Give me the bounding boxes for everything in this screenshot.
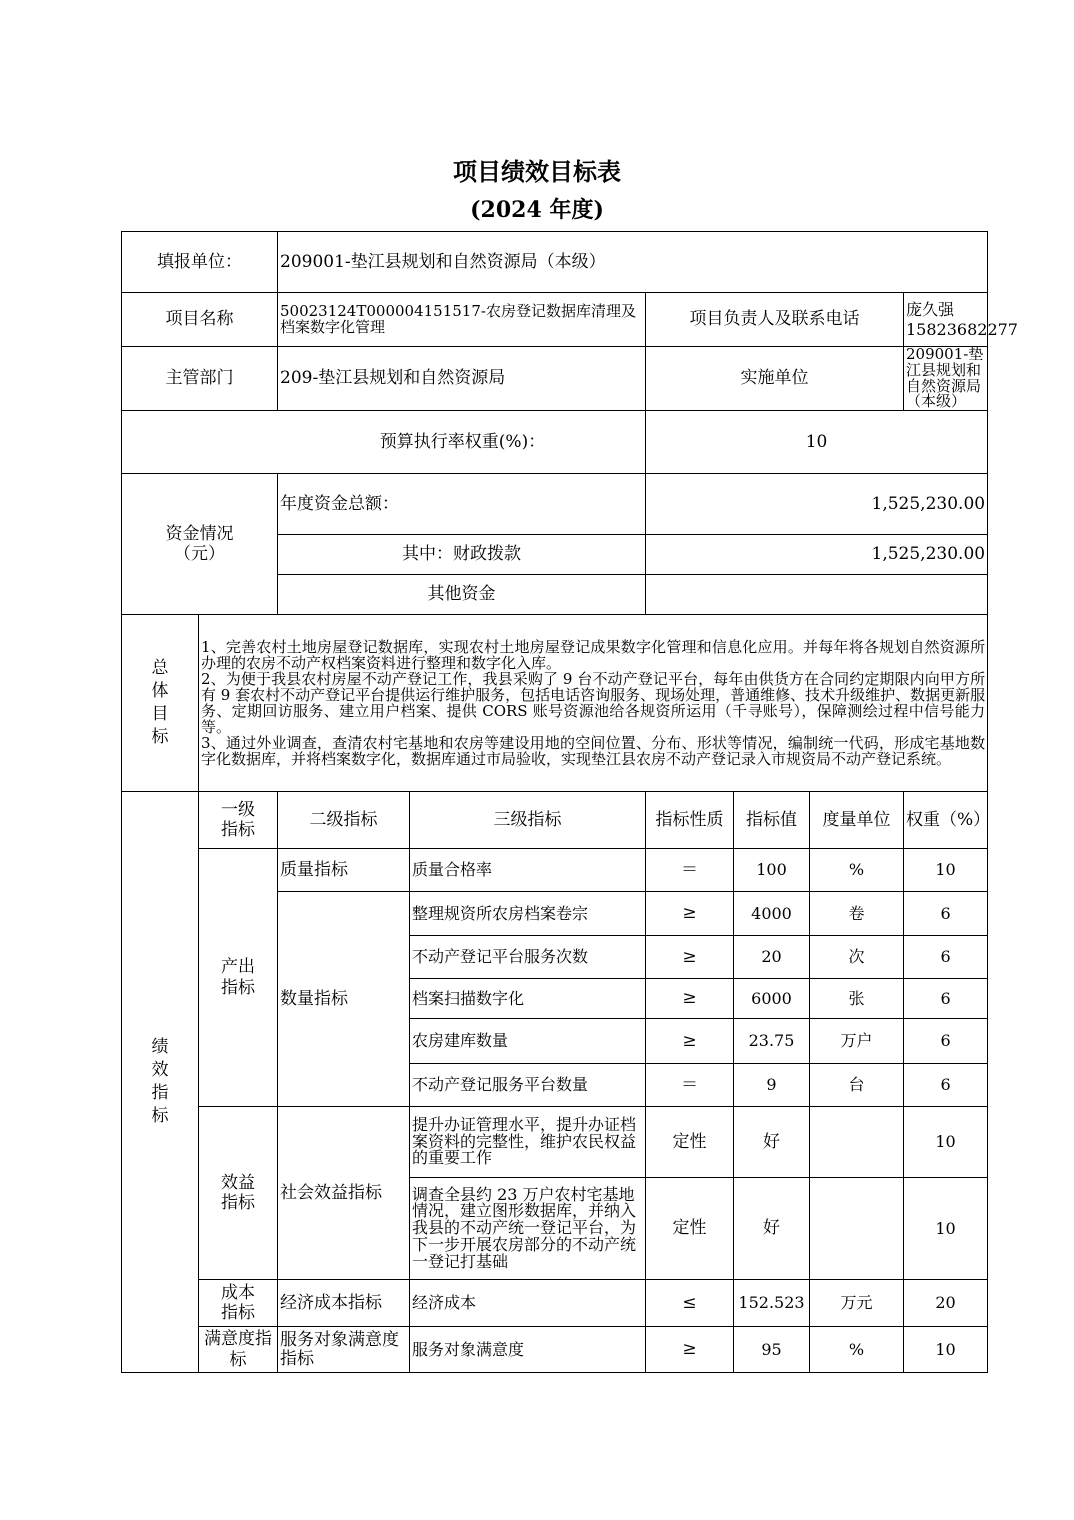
row-l3: 整理规资所农房档案卷宗: [410, 892, 646, 936]
level2-social: 社会效益指标: [278, 1107, 410, 1280]
level2-service-sat: 服务对象满意度指标: [278, 1327, 410, 1373]
row-nature: ≤: [646, 1280, 734, 1327]
row-weight: 20: [904, 1280, 988, 1327]
row-nature: ≥: [646, 979, 734, 1019]
fiscal-value: 1,525,230.00: [646, 535, 988, 575]
row-unit: 次: [810, 936, 904, 979]
other-funds-value: [646, 575, 988, 615]
row-unit: %: [810, 849, 904, 892]
row-value: 9: [734, 1064, 810, 1107]
row-weight: 10: [904, 849, 988, 892]
budget-rate-label: 预算执行率权重(%)：: [122, 411, 646, 474]
row-unit: [810, 1178, 904, 1280]
row-unit: 张: [810, 979, 904, 1019]
header-nature: 指标性质: [646, 792, 734, 849]
row-l3: 调查全县约 23 万户农村宅基地情况，建立图形数据库，并纳入我县的不动产统一登记平台，为下一步开展农房部分的不动产统一登记打基础: [410, 1178, 646, 1280]
row-value: 20: [734, 936, 810, 979]
row-value: 6000: [734, 979, 810, 1019]
row-nature: ＝: [646, 1064, 734, 1107]
annual-total-label: 年度资金总额：: [278, 474, 646, 535]
goal-item: 2、为便于我县农村房屋不动产登记工作，我县采购了 9 台不动产登记平台，每年由供货方在合同约定期限内向甲方所有 9 套农村不动产登记平台提供运行维护服务，包括电话咨询服务、现场处理，普通维修、技术升级维护、数据更新服务、定期回访服务、建立用户档案、提供 CORS 账号资源池给各规资所运用（千寻账号），保障测绘过程中信号能力等。: [201, 669, 986, 737]
impl-label: 实施单位: [646, 347, 904, 411]
row-weight: 6: [904, 892, 988, 936]
impl-value: 209001-垫江县规划和自然资源局（本级）: [904, 347, 988, 411]
level2-quality: 质量指标: [278, 849, 410, 892]
row-weight: 6: [904, 979, 988, 1019]
header-level1: 一级指标: [199, 792, 278, 849]
page-subtitle: (2024 年度): [470, 197, 604, 223]
row-unit: 台: [810, 1064, 904, 1107]
row-nature: ≥: [646, 1327, 734, 1373]
row-nature: 定性: [646, 1107, 734, 1178]
annual-total-value: 1,525,230.00: [646, 474, 988, 535]
row-l3: 不动产登记平台服务次数: [410, 936, 646, 979]
leader-value: 庞久强 15823682277: [904, 293, 988, 347]
row-nature: 定性: [646, 1178, 734, 1280]
header-level2: 二级指标: [278, 792, 410, 849]
goal-item: 1、完善农村土地房屋登记数据库，实现农村土地房屋登记成果数字化管理和信息化应用。并每年将各规划自然资源所办理的农房不动产权档案资料进行整理和数字化入库。: [201, 637, 986, 672]
row-weight: 10: [904, 1178, 988, 1280]
goal-label: 总体目标: [122, 615, 199, 792]
row-unit: 卷: [810, 892, 904, 936]
row-value: 好: [734, 1107, 810, 1178]
budget-rate-value: 10: [646, 411, 988, 474]
row-unit: [810, 1107, 904, 1178]
row-nature: ≥: [646, 936, 734, 979]
group-satisfaction: 满意度指标: [199, 1327, 278, 1373]
row-nature: ≥: [646, 892, 734, 936]
header-level3: 三级指标: [410, 792, 646, 849]
group-output: 产出指标: [199, 849, 278, 1107]
goal-item: 3、通过外业调查，查清农村宅基地和农房等建设用地的空间位置、分布、形状等情况，编制统一代码，形成宅基地数字化数据库，并将档案数字化，数据库通过市局验收，实现垫江县农房不动产登记录入市规资局不动产登记系统。: [201, 734, 986, 769]
row-weight: 6: [904, 1064, 988, 1107]
row-l3: 质量合格率: [410, 849, 646, 892]
row-value: 152.523: [734, 1280, 810, 1327]
row-value: 100: [734, 849, 810, 892]
header-value: 指标值: [734, 792, 810, 849]
row-l3: 服务对象满意度: [410, 1327, 646, 1373]
row-unit: %: [810, 1327, 904, 1373]
header-weight: 权重（%）: [904, 792, 988, 849]
row-value: 4000: [734, 892, 810, 936]
row-nature: ＝: [646, 849, 734, 892]
project-name-value: 50023124T000004151517-农房登记数据库清理及档案数字化管理: [278, 293, 646, 347]
leader-label: 项目负责人及联系电话: [646, 293, 904, 347]
row-weight: 6: [904, 936, 988, 979]
row-value: 好: [734, 1178, 810, 1280]
row-weight: 10: [904, 1327, 988, 1373]
row-unit: 万户: [810, 1019, 904, 1064]
row-weight: 10: [904, 1107, 988, 1178]
fiscal-label: 其中：财政拨款: [278, 535, 646, 575]
row-l3: 农房建库数量: [410, 1019, 646, 1064]
level2-quantity: 数量指标: [278, 892, 410, 1107]
row-nature: ≥: [646, 1019, 734, 1064]
perf-label: 绩效指标: [122, 792, 199, 1373]
row-l3: 不动产登记服务平台数量: [410, 1064, 646, 1107]
unit-label: 填报单位：: [122, 232, 278, 293]
project-name-label: 项目名称: [122, 293, 278, 347]
row-value: 23.75: [734, 1019, 810, 1064]
goal-text: [199, 615, 988, 792]
row-l3: 档案扫描数字化: [410, 979, 646, 1019]
unit-value: 209001-垫江县规划和自然资源局（本级）: [278, 232, 988, 293]
group-benefit: 效益指标: [199, 1107, 278, 1280]
group-cost: 成本指标: [199, 1280, 278, 1327]
performance-target-table: [121, 231, 1018, 1373]
row-unit: 万元: [810, 1280, 904, 1327]
row-weight: 6: [904, 1019, 988, 1064]
level2-econ-cost: 经济成本指标: [278, 1280, 410, 1327]
header-unit: 度量单位: [810, 792, 904, 849]
funds-label: 资金情况（元）: [122, 474, 278, 615]
row-l3: 提升办证管理水平，提升办证档案资料的完整性，维护农民权益的重要工作: [410, 1107, 646, 1178]
page-title: 项目绩效目标表: [453, 157, 621, 186]
row-l3: 经济成本: [410, 1280, 646, 1327]
dept-value: 209-垫江县规划和自然资源局: [278, 347, 646, 411]
dept-label: 主管部门: [122, 347, 278, 411]
row-value: 95: [734, 1327, 810, 1373]
other-funds-label: 其他资金: [278, 575, 646, 615]
